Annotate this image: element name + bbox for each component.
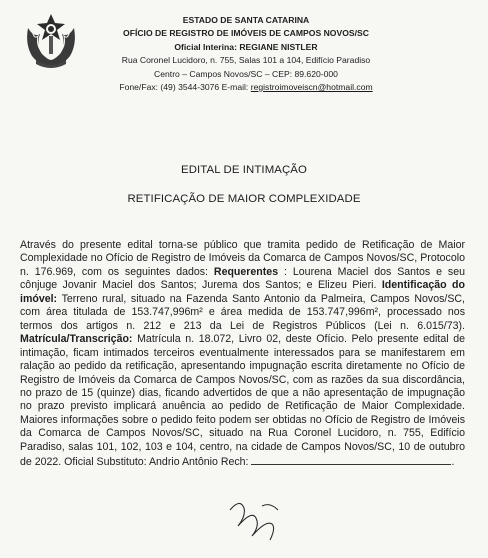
address-line-2: Centro – Campos Novos/SC – CEP: 89.620-000 — [154, 68, 338, 79]
coat-of-arms-icon — [22, 10, 80, 72]
edital-body — [20, 239, 465, 470]
requerentes-text: : Lourena Maciel dos Santos e seu cônjuge Jovanir Maciel dos Santos; Jurema dos Santos; e Elizeu Pieri. — [20, 265, 465, 292]
closing-period: . — [451, 456, 455, 469]
phone-text: Fone/Fax: (49) 3544-3076 — [119, 82, 220, 93]
address-line-1: Rua Coronel Lucidoro, n. 755, Salas 101 a 104, Edifício Paradiso — [121, 55, 371, 66]
body-intro: Através do presente edital torna-se público que tramita pedido de Retificação de Maior Complexidade no Ofício de Registro de Imóveis da Comarca de Campos Novos/SC, Protocolo n. 176.969, com os seguintes dados: — [20, 239, 465, 278]
document-subtitle: RETIFICAÇÃO DE MAIOR COMPLEXIDADE — [127, 193, 361, 205]
matricula-text: Matrícula n. 18.072, Livro 02, deste Ofício. Pelo presente edital de intimação, ficam intimados terceiros eventualmente interessados para se manifestarem em ralação ao pedido da retificação, apresentando impugnação escrita diretamente no Ofício de Registro de Imóveis da Comarca de Campos Novos/SC, com as razões da sua discordância, no prazo de 15 (quinze) dias, ficando advertidos de que a não apresentação de impugnação no prazo previsto implicará anuência ao pedido de Retificação de Maior Complexidade. Maiores informações sobre o pedido feito podem ser obtidas no Ofício de Registro de Imóveis da Comarca de Campos Novos/SC, situado na Rua Coronel Lucidoro, n. 755, Edifício Paradiso, salas 101, 102, 103 e 104, centro, na cidade de Campos Novos/SC, 10 de outubro de 2022. Oficial Substituto: Andrio Antônio Rech: — [20, 333, 465, 469]
document-title: EDITAL DE INTIMAÇÃO — [181, 164, 307, 176]
matricula-label: Matrícula/Transcrição: — [20, 333, 133, 346]
requerentes-label: Requerentes — [213, 265, 279, 278]
contact-line — [78, 81, 414, 94]
signature-line — [251, 454, 451, 465]
handwritten-signature — [226, 496, 286, 546]
office-name: OFÍCIO DE REGISTRO DE IMÓVEIS DE CAMPOS NOVOS/SC — [123, 28, 369, 39]
email-label: E-mail: — [221, 82, 249, 93]
imovel-text: Terreno rural, situado na Fazenda Santo Antonio da Palmeira, Campos Novos/SC, com área titulada de 153.747,996m² e área medida de 153.747,996m², processado nos termos dos artigos n. 212 e 213 da Lei de Registros Públicos (Lei n. 6.015/73). — [20, 292, 465, 332]
letterhead — [78, 14, 414, 94]
imovel-label: Identificação do imóvel: — [20, 279, 465, 305]
official-name: Oficial Interina: REGIANE NISTLER — [174, 41, 318, 52]
email-link[interactable]: registroimoveiscn@hotmail.com — [250, 82, 373, 93]
state-name: ESTADO DE SANTA CATARINA — [182, 15, 310, 25]
